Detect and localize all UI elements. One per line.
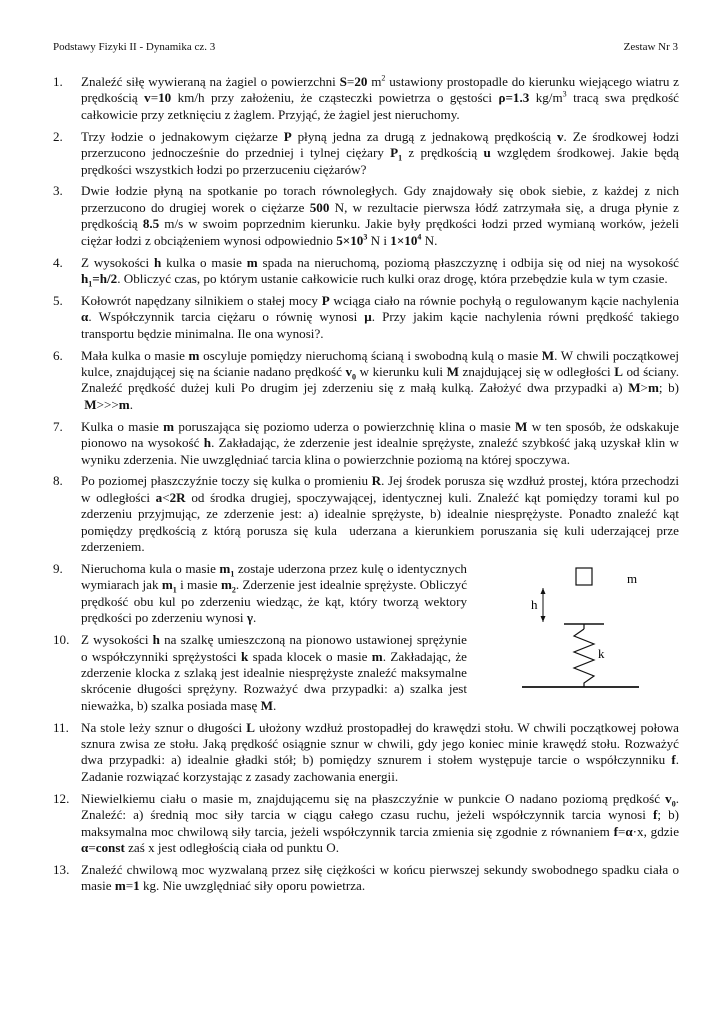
problem-text: Nieruchoma kula o masie $m_1$ zostaje uderzona przez kulę o identycznych wymiarach jak $m_1$ i masie $m_2$. Zderzenie jest idealnie sprężyste. Obliczyć prędkość obu kul po zderzeniu wiedząc, że kąt, który tworzą wektory prędkości po zderzeniu wynosi γ. <box>81 560 468 626</box>
problem-number: 13. <box>53 861 70 877</box>
problem-number: 5. <box>53 292 63 308</box>
page-header <box>53 41 678 53</box>
problem-number: 6. <box>53 347 63 363</box>
problem-number: 2. <box>53 128 63 144</box>
problem-item <box>53 293 679 342</box>
problem-list <box>53 74 679 900</box>
problem-text: Kulka o masie m poruszająca się poziomo uderza o powierzchnię klina o masie M w ten sposób, że odskakuje pionowo na wysokość h. Zakładając, że zderzenie jest idealnie sprężyste, znaleźć szybkość jaką uzyskał klin w wyniku zderzenia. Nie uwzględniać tarcia klina o powierzchnie poziomą na której spoczywa. <box>81 418 679 467</box>
problem-text: Kołowrót napędzany silnikiem o stałej mocy P wciąga ciało na równie pochyłą o regulowanym kącie nachylenia α. Współczynnik tarcia ciężaru o równię wynosi μ. Przy jakim kącie nachylenia równi prędkość takiego transportu będzie minimalna. Ile ona wynosi?. <box>81 292 679 341</box>
problem-number: 11. <box>53 719 69 735</box>
problem-item <box>53 74 679 123</box>
problem-item <box>53 561 467 627</box>
problem-text: Po poziomej płaszczyźnie toczy się kulka o promieniu R. Jej środek porusza się wzdłuż prostej, która przechodzi w odległości a<2R od środka drugiej, spoczywającej, identycznej kuli. Znaleźć kąt pomiędzy torami kul po zderzeniu przyjmując, ze zderzenie jest: a) idealnie sprężyste, b) idealnie niesprężyste. Ponadto znaleźć kąt pomiędzy prędkością z którą porusza się kula uderzana a kierunkiem poruszania się kuli uderzającej prze zderzeniem. <box>81 473 679 555</box>
problem-text: Niewielkiemu ciału o masie m, znajdującemu się na płaszczyźnie w punkcie O nadano poziomą prędkość $v_0$. Znaleźć: a) średnią moc siły tarcia w ciągu całego czasu ruchu, jeżeli współczynnik tarcia wynosi f; b) maksymalna moc chwilową siły tarcia, jeżeli współczynnik tarcia zmienia się zgodnie z równaniem f=α·x, gdzie α=const zaś x jest odległością ciała od punktu O. <box>81 790 680 855</box>
problem-text: Dwie łodzie płyną na spotkanie po torach równoległych. Gdy znajdowały się obok siebie, z każdej z nich przerzucono do drugiej worek o ciężarze 500 N, w rezultacie pierwsza łódź zatrzymała się, a druga płynie z prędkością 8.5 m/s w swoim poprzednim kierunku. Jakie były prędkości łodzi przed wymianą worków, jeżeli ciężar łodzi z obciążeniem wynosi odpowiednio $5\times 10^3$ N i $1\times 10^4$ N. <box>81 183 679 248</box>
problem-number: 7. <box>53 418 63 434</box>
problem-text: Na stole leży sznur o długości L ułożony wzdłuż prostopadłej do krawędzi stołu. W chwili początkowej połowa sznura zwisa ze stołu. Jaką prędkość osiągnie sznur w chwili, gdy jego koniec minie krawędź stołu. Rozważyć dwa przypadki: a) idealnie gładki stół; b) pomiędzy sznurem i stołem występuje tarcie o współczynniku f. Zadanie rozwiązać korzystając z zasady zachowania energii. <box>81 719 679 784</box>
problem-item <box>53 632 467 714</box>
height-label: h <box>531 597 538 612</box>
spring <box>574 629 594 687</box>
problem-number: 4. <box>53 254 63 270</box>
problem-text: Mała kulka o masie m oscyluje pomiędzy nieruchomą ścianą i swobodną kulą o masie M. W chwili początkowej kulce, znajdującej się na ścianie nadano prędkość $v_0$ w kierunku kuli M znajdującej się w odległości L od ściany. Znaleźć prędkość dużej kuli Po drugim jej zderzeniu się z małą kulką. Założyć dwa przypadki a) M>m; b) M>>>m. <box>81 347 680 412</box>
problem-item <box>53 348 679 414</box>
problem-text: Z wysokości h na szalkę umieszczoną na pionowo ustawionej sprężynie o współczynniki sprężystości k spada klocek o masie m. Zakładając, że zderzenie klocka z szlaką jest idealnie niesprężyste znaleźć maksymalne skrócenie długości sprężyny. Rozważyć dwa przypadki: a) szalka jest nieważka, b) szalka posiada masę M. <box>81 632 467 713</box>
problem-item <box>53 473 679 555</box>
course-title: Podstawy Fizyki II - Dynamika cz. 3 <box>53 41 216 53</box>
problem-item <box>53 791 679 857</box>
problem-number: 3. <box>53 183 63 199</box>
problem-number: 10. <box>53 632 70 648</box>
problem-item <box>53 255 679 288</box>
block-mass <box>576 568 592 585</box>
problem-number: 12. <box>53 790 70 806</box>
mass-label: m <box>627 571 638 586</box>
problem-item <box>53 720 679 786</box>
problem-item <box>53 862 679 895</box>
problem-number: 1. <box>53 74 63 89</box>
problem-number: 9. <box>53 560 63 576</box>
problem-item <box>53 183 679 249</box>
spring-constant-label: k <box>598 646 605 661</box>
problem-text: Znaleźć siłę wywieraną na żagiel o powierzchni S=20 $m^2$ ustawiony prostopadle do kierunku wiejącego wiatru z prędkością v=10 km/h przy założeniu, że cząsteczki powietrza o gęstości ρ=1.3 $kg/m^3$ tracą swa prędkość całkowicie przy zetknięciu z żaglem. Przyjąć, że żagiel jest nieruchomy. <box>81 73 679 122</box>
spring-figure <box>516 566 641 692</box>
set-number: Zestaw Nr 3 <box>623 41 678 53</box>
problem-text: Trzy łodzie o jednakowym ciężarze P płyną jedna za drugą z jednakową prędkością v. Ze środkowej łodzi przerzucono jednocześnie do przedniej i tylnej ciężary $P_1$ z prędkością u względem środkowej. Jakie będą prędkości wszystkich łodzi po przerzuceniu ciężarów? <box>81 128 680 177</box>
problem-text: Znaleźć chwilową moc wyzwalaną przez siłę ciężkości w końcu pierwszej sekundy swobodnego spadku ciała o masie m=1 kg. Nie uwzględniać siły oporu powietrza. <box>81 861 679 894</box>
problem-number: 8. <box>53 473 63 489</box>
problem-item <box>53 419 679 468</box>
problem-text: Z wysokości h kulka o masie m spada na nieruchomą, poziomą płaszczyznę i odbija się od niej na wysokość $h_1=h/2$. Obliczyć czas, po którym ustanie całkowicie ruch kulki oraz drogę, która przebędzie kula w tym czasie. <box>81 254 679 289</box>
problem-item <box>53 129 679 178</box>
